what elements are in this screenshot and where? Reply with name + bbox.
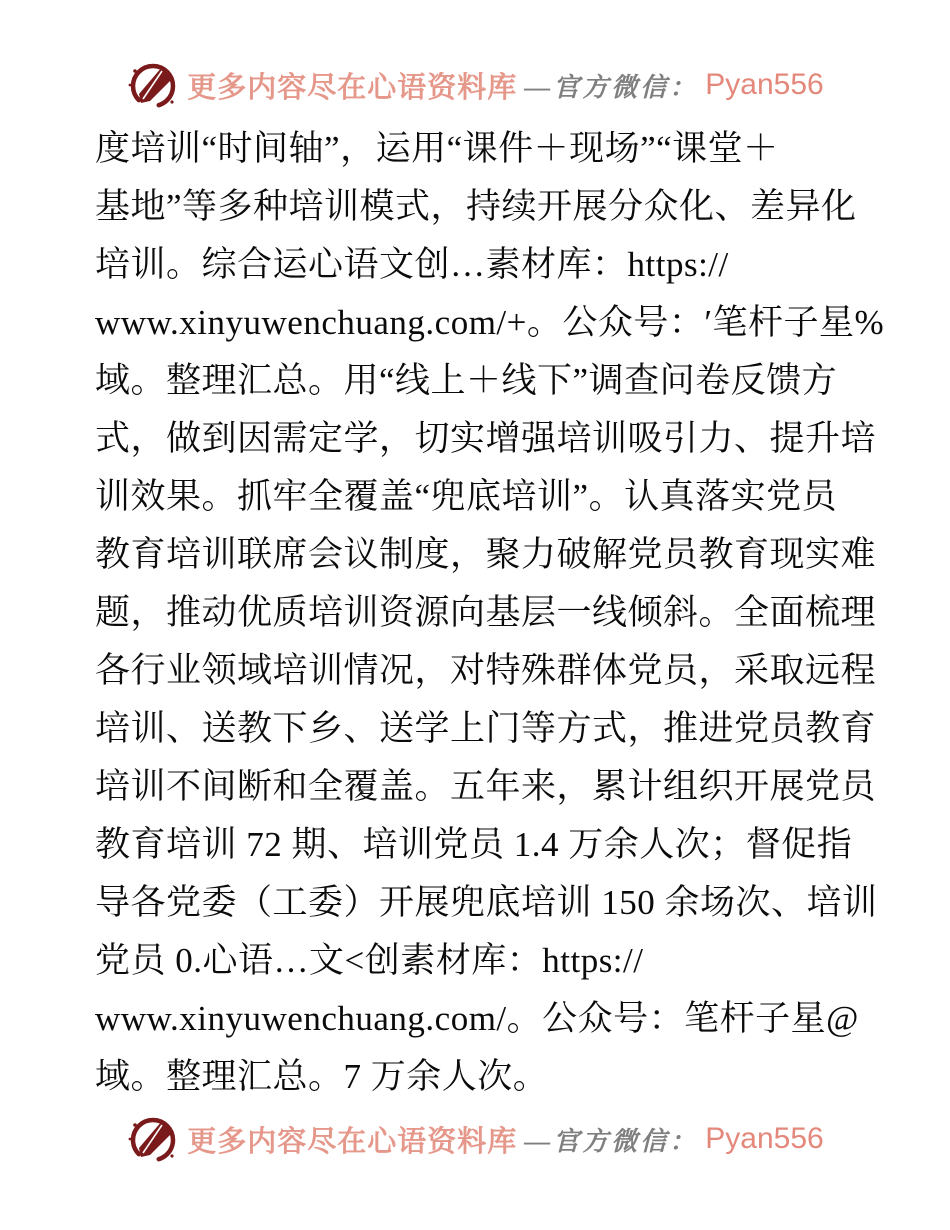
paragraph-line: 各行业领域培训情况，对特殊群体党员，采取远程 bbox=[95, 651, 877, 690]
document-body bbox=[95, 120, 885, 1106]
pen-circle-logo-icon bbox=[126, 1112, 180, 1166]
paragraph-line: 训效果。抓牢全覆盖“兜底培训”。认真落实党员 bbox=[95, 477, 838, 516]
watermark-wechat-label: —官方微信： bbox=[524, 1126, 699, 1156]
pen-circle-logo-icon bbox=[126, 58, 180, 112]
footer-watermark bbox=[0, 1112, 950, 1166]
paragraph-line: 培训、送教下乡、送学上门等方式，推进党员教育 bbox=[95, 709, 877, 748]
header-watermark bbox=[0, 58, 950, 112]
watermark-brand-text: 更多内容尽在心语资料库 bbox=[187, 71, 518, 104]
paragraph-line: 培训不间断和全覆盖。五年来，累计组织开展党员 bbox=[95, 767, 877, 806]
paragraph-line: 度培训“时间轴”，运用“课件＋现场”“课堂＋ bbox=[95, 129, 779, 168]
paragraph-line: 党员 0.心语…文<创素材库：https:// bbox=[95, 941, 644, 980]
watermark-brand-text: 更多内容尽在心语资料库 bbox=[187, 1125, 518, 1158]
paragraph-line: 基地”等多种培训模式，持续开展分众化、差异化 bbox=[95, 187, 857, 226]
watermark-wechat-id: Pyan556 bbox=[705, 1122, 824, 1155]
paragraph-line: 教育培训联席会议制度，聚力破解党员教育现实难 bbox=[95, 535, 877, 574]
paragraph-line: 域。整理汇总。用“线上＋线下”调查问卷反馈方 bbox=[95, 361, 838, 400]
watermark-wechat-label: —官方微信： bbox=[524, 72, 699, 102]
paragraph-line: 式，做到因需定学，切实增强培训吸引力、提升培 bbox=[95, 419, 877, 458]
paragraph-line: www.xinyuwenchuang.com/+。公众号：′笔杆子星% bbox=[95, 303, 885, 342]
paragraph-line: 导各党委（工委）开展兜底培训 150 余场次、培训 bbox=[95, 883, 878, 922]
watermark-wechat-id: Pyan556 bbox=[705, 68, 824, 101]
paragraph-line: www.xinyuwenchuang.com/。公众号：笔杆子星@ bbox=[95, 999, 859, 1038]
paragraph-line: 培训。综合运心语文创…素材库：https:// bbox=[95, 245, 729, 284]
paragraph-line: 教育培训 72 期、培训党员 1.4 万余人次；督促指 bbox=[95, 825, 853, 864]
paragraph-line: 题，推动优质培训资源向基层一线倾斜。全面梳理 bbox=[95, 593, 877, 632]
paragraph-line: 域。整理汇总。7 万余人次。 bbox=[95, 1057, 549, 1096]
